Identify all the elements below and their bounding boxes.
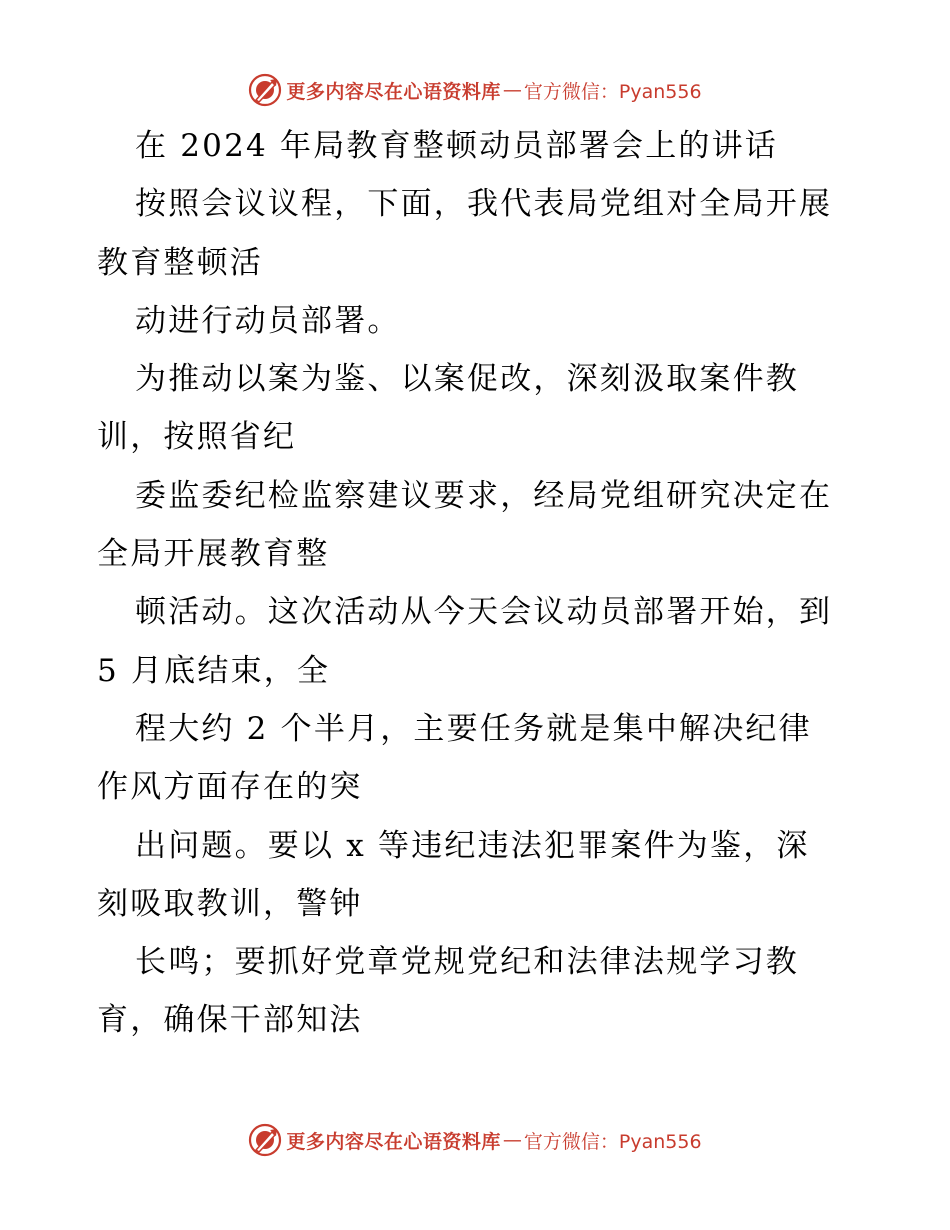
body-text-line: 为推动以案为鉴、以案促改，深刻汲取案件教 [135, 361, 799, 398]
watermark-dash: — [502, 79, 522, 101]
body-text-line: 训，按照省纪 [97, 419, 297, 456]
body-text-line: 全局开展教育整 [97, 536, 330, 573]
footer-watermark [0, 1120, 950, 1160]
body-text-line: 在 2024 年局教育整顿动员部署会上的讲话 [135, 128, 778, 164]
watermark-dash: — [502, 1129, 522, 1151]
body-text-line: 按照会议议程，下面，我代表局党组对全局开展 [135, 186, 833, 223]
watermark-text: 更多内容尽在心语资料库 [286, 80, 501, 103]
body-text-line: 育，确保干部知法 [97, 1002, 363, 1039]
body-text-line: 作风方面存在的突 [97, 769, 363, 806]
body-text-line: 长鸣；要抓好党章党规党纪和法律法规学习教 [135, 944, 799, 981]
body-text-line: 程大约 2 个半月，主要任务就是集中解决纪律 [135, 710, 812, 747]
document-body [97, 117, 897, 1050]
body-text-line: 出问题。要以 x 等违纪违法犯罪案件为鉴，深 [135, 827, 810, 864]
quill-logo-icon [248, 73, 282, 107]
body-text-line: 教育整顿活 [97, 244, 263, 281]
body-text-line: 委监委纪检监察建议要求，经局党组研究决定在 [135, 477, 833, 514]
header-watermark [0, 70, 950, 110]
body-text-line: 5 月底结束，全 [97, 652, 331, 689]
watermark-text: 更多内容尽在心语资料库 [286, 1130, 501, 1153]
watermark-wechat: 官方微信：Pyan556 [523, 1130, 702, 1153]
body-text-line: 顿活动。这次活动从今天会议动员部署开始，到 [135, 594, 833, 631]
body-text-line: 刻吸取教训，警钟 [97, 885, 363, 922]
body-text-line: 动进行动员部署。 [135, 302, 401, 339]
quill-logo-icon [248, 1123, 282, 1157]
watermark-wechat: 官方微信：Pyan556 [523, 80, 702, 103]
